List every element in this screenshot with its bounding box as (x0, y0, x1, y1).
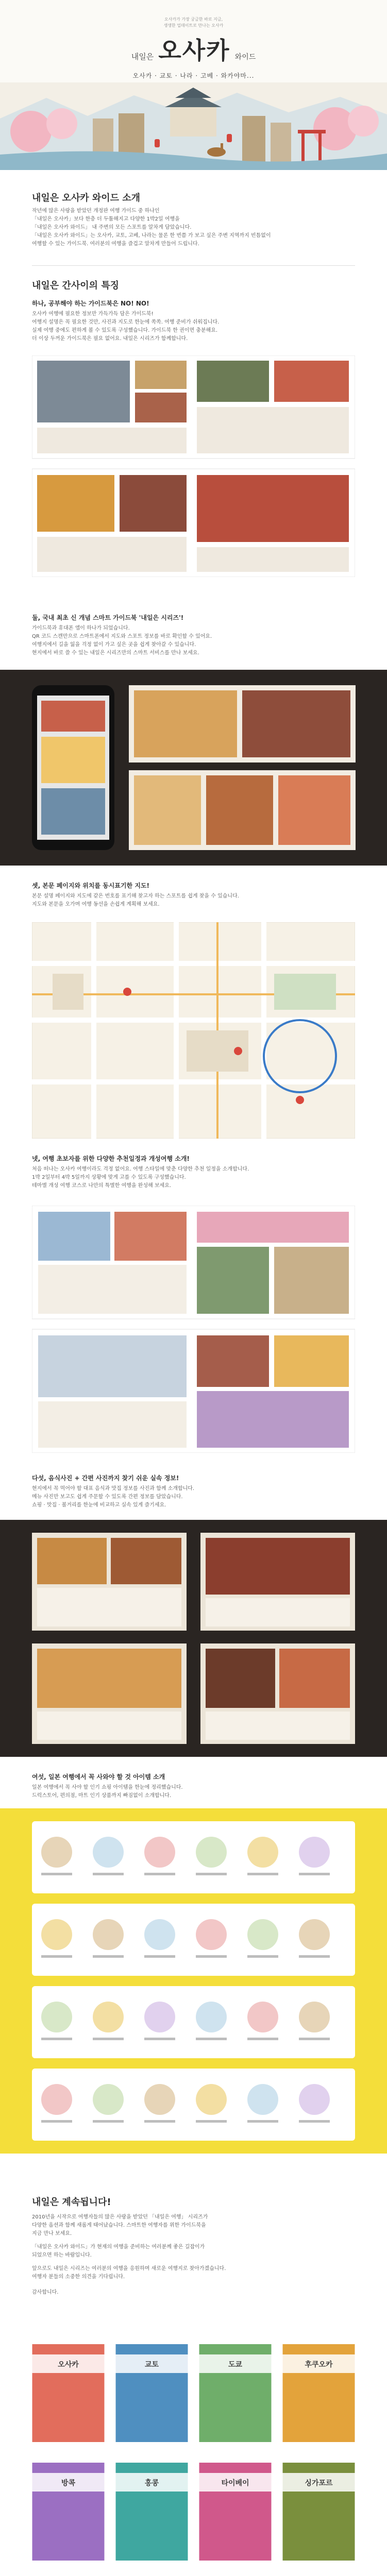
osaka-illustration (0, 82, 387, 170)
continue-thanks: 감사합니다. (32, 2290, 59, 2295)
smart-guide-panel (0, 670, 387, 866)
intro-text (32, 207, 351, 248)
book-cover-title: 오사카 (58, 2361, 79, 2369)
book-cover (199, 2463, 272, 2561)
feature-1-heading: 하나, 공부해야 하는 가이드북은 NO! NO! (32, 300, 149, 307)
hero-tagline: 오사카 · 교토 · 나라 · 고베 · 와카야마... (132, 72, 255, 79)
feature-line: 여행지에서 길을 잃을 걱정 없이 가고 싶은 곳을 쉽게 찾아갈 수 있습니다. (32, 642, 196, 648)
continue-title: 내일은 계속됩니다! (32, 2197, 111, 2208)
continue-line: 지금 만나 보세요. (32, 2231, 72, 2236)
book-cover-title: 방콕 (61, 2479, 76, 2487)
book-spread-images (32, 355, 355, 577)
title-prefix: 내일은 (131, 52, 154, 61)
features-header (0, 273, 387, 294)
feature-line: 실제 여행 중에도 편하게 볼 수 있도록 구성했습니다. 가이드북 한 권이면 충분해요. (32, 328, 218, 333)
hero-subtitle-line: 오사카가 가장 궁금한 바로 지금, (164, 17, 223, 22)
continue-line: 여행자 분들의 소중한 의견을 기다립니다. (32, 2274, 125, 2280)
intro-title: 내일은 오사카 와이드 소개 (32, 193, 141, 204)
smart-guide-image (0, 670, 387, 866)
title-suffix: 와이드 (234, 53, 256, 61)
continue-line: 2010년을 시작으로 여행자들의 많은 사랑을 받았던 「내일은 여행」 시리즈가 (32, 2214, 208, 2220)
intro-line: 「내일은 오사카」보다 한층 더 두툼해지고 다양한 1박2일 여행을 (32, 216, 180, 222)
divider (32, 265, 355, 266)
feature-line: 쇼핑 · 맛집 · 볼거리를 한눈에 비교하고 실속 있게 즐기세요. (32, 1502, 166, 1508)
feature-line: 여행지 설명은 꼭 필요한 것만, 사진과 지도로 한눈에 쏙쏙. 여행 준비가 쉬워집니다. (32, 319, 220, 325)
feature-line: 메뉴 사진만 보고도 쉽게 주문할 수 있도록 간편 정보를 담았습니다. (32, 1494, 183, 1500)
features-title: 내일은 간사이의 특징 (32, 280, 120, 291)
intro-line: 여행할 수 있는 가이드북. 여러분의 여행을 즐겁고 알차게 만들어 드립니다. (32, 241, 199, 247)
feature-line: 드럭스토어, 편의점, 마트 인기 상품까지 빠짐없이 소개합니다. (32, 1793, 172, 1799)
book-cover (32, 2463, 105, 2561)
book-series-grid (0, 2339, 387, 2576)
hero-section (0, 0, 387, 170)
book-cover-title: 후쿠오카 (305, 2361, 333, 2369)
food-photo-panel (0, 1520, 387, 1757)
feature-line: 일본 여행에서 꼭 사야 할 인기 쇼핑 아이템을 한눈에 정리했습니다. (32, 1785, 183, 1790)
feature-5-heading: 다섯, 음식사진 + 간편 사진까지 찾기 쉬운 실속 정보! (32, 1475, 179, 1482)
book-cover-title: 싱가포르 (305, 2479, 333, 2487)
continue-line: 되었으면 하는 바람입니다. (32, 2252, 92, 2258)
feature-2-heading: 둘, 국내 최초 신 개념 스마트 가이드북 '내일은 시리즈'! (32, 614, 184, 621)
book-cover (283, 2344, 355, 2442)
feature-line: 가이드북과 휴대폰 앱이 하나가 되었습니다. (32, 625, 130, 631)
book-cover (199, 2344, 272, 2442)
feature-5-text (32, 1485, 351, 1510)
feature-line: 오사카 여행에 필요한 정보만 가득가득 담은 가이드북! (32, 311, 154, 317)
title-main: 오사카 (158, 37, 230, 64)
itinerary-spread-images (32, 1206, 355, 1453)
continue-line: 다양한 옵션과 함께 새롭게 태어났습니다. 스마트한 여행자를 위한 가이드북을 (32, 2223, 206, 2228)
feature-line: 본문 설명 페이지와 지도에 같은 번호를 표기해 찾고자 하는 스포트를 쉽게 찾을 수 있습니다. (32, 893, 239, 899)
hero-subtitle (0, 16, 387, 29)
continue-text (32, 2213, 351, 2297)
book-cover-title: 도쿄 (228, 2361, 243, 2369)
book-cover-title: 타이베이 (221, 2479, 249, 2487)
feature-line: 처음 떠나는 오사카 여행이라도 걱정 없어요. 여행 스타일에 맞춘 다양한 추천 일정을 소개합니다. (32, 1166, 249, 1172)
feature-6 (0, 1772, 387, 2164)
feature-line: 현지에서 바로 쓸 수 있는 내일은 시리즈만의 스마트 서비스를 만나 보세요. (32, 650, 199, 656)
feature-line: 지도와 본문을 오가며 여행 동선을 손쉽게 계획해 보세요. (32, 902, 160, 907)
feature-1 (0, 299, 387, 603)
feature-4-text (32, 1165, 351, 1190)
shopping-items-grid (0, 1808, 387, 2154)
intro-line: 「내일은 오사카 와이드」는 오사카, 교토, 고베, 나라는 물론 한 번쯤 가 보고 싶은 주변 지역까지 빈틈없이 (32, 233, 271, 239)
map-spread-image (32, 922, 355, 1139)
intro-section (0, 175, 387, 263)
feature-6-text (32, 1784, 351, 1800)
book-cover (32, 2344, 105, 2442)
feature-line: 더 이상 두꺼운 가이드북은 필요 없어요. 내일은 시리즈가 함께합니다. (32, 336, 188, 342)
food-photos (0, 1520, 387, 1757)
feature-3-heading: 셋, 본문 페이지와 위치를 동시표기한 지도! (32, 882, 149, 889)
feature-3 (0, 881, 387, 1144)
feature-line: QR 코드 스캔만으로 스마트폰에서 지도와 스포트 정보를 바로 확인할 수 있어요. (32, 634, 212, 639)
book-cover (116, 2344, 188, 2442)
feature-4-heading: 넷, 여행 초보자를 위한 다양한 추천일정과 개성여행 소개! (32, 1155, 190, 1162)
feature-line: 테마별 개성 여행 코스로 나만의 특별한 여행을 완성해 보세요. (32, 1183, 172, 1189)
book-title (0, 32, 387, 66)
book-cover-title: 교토 (144, 2361, 159, 2369)
book-cover-title: 홍콩 (144, 2479, 159, 2487)
feature-line: 1박 2일부터 4박 5일까지 상황에 맞게 고를 수 있도록 구성했습니다. (32, 1175, 186, 1180)
continue-line: 「내일은 오사카 와이드」가 현재의 여행을 준비하는 여러분께 좋은 길잡이가 (32, 2244, 205, 2250)
feature-5 (0, 1473, 387, 1762)
feature-3-text (32, 892, 351, 909)
feature-1-text (32, 310, 351, 343)
hero-subtitle-line: 생생한 업데이트로 만나는 오사카 (163, 23, 224, 28)
intro-line: 「내일은 오사카 와이드」 내 주변의 모든 스포트를 알차게 담았습니다. (32, 225, 192, 230)
book-covers (0, 2339, 387, 2576)
book-cover (283, 2463, 355, 2561)
feature-2 (0, 613, 387, 871)
continue-line: 앞으로도 내일은 시리즈는 여러분의 여행을 응원하며 새로운 여행지로 찾아가겠습니다. (32, 2266, 226, 2272)
intro-line: 작년에 많은 사랑을 받았던 개정판 여행 가이드 중 하나인 (32, 208, 160, 214)
book-cover (116, 2463, 188, 2561)
feature-2-text (32, 624, 351, 657)
shopping-items-panel (0, 1808, 387, 2154)
feature-6-heading: 여섯, 일본 여행에서 꼭 사와야 할 것 아이템 소개 (32, 1773, 165, 1781)
feature-line: 현지에서 꼭 먹어야 할 대표 음식과 맛집 정보를 사진과 함께 소개합니다. (32, 1486, 195, 1492)
feature-4 (0, 1154, 387, 1463)
